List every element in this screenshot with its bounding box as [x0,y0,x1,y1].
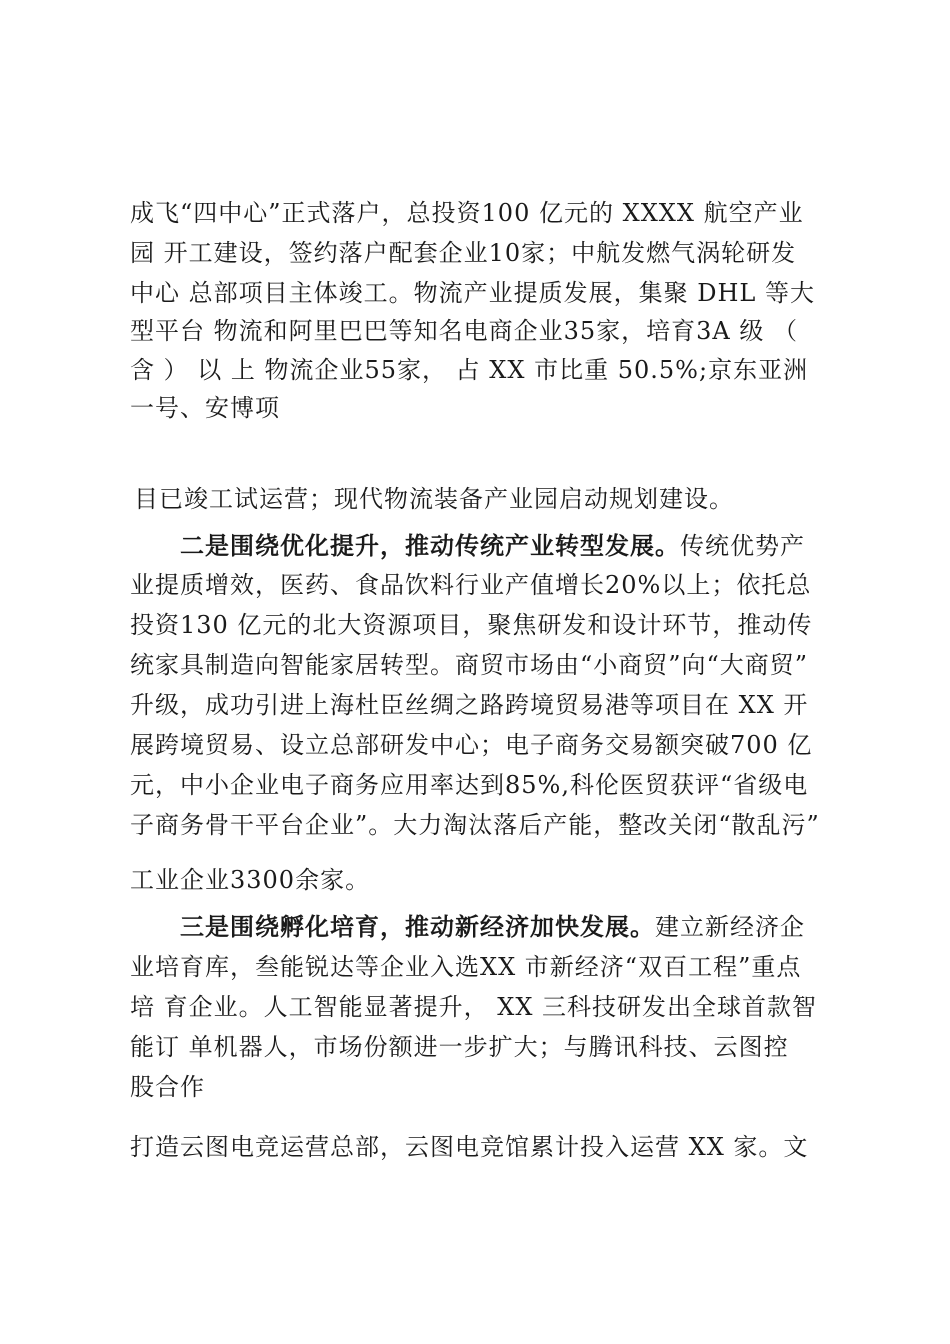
paragraph-line: 统家具制造向智能家居转型。商贸市场由“小商贸”向“大商贸” [130,651,809,679]
paragraph-continuation: 工业企业3300余家。 [130,866,371,894]
paragraph-line: 成飞“四中心”正式落户，总投资100 亿元的 XXXX 航空产业 [130,199,804,227]
paragraph-continuation: 目已竣工试运营；现代物流装备产业园启动规划建设。 [134,485,734,513]
paragraph-line: 业培育库，叁能锐达等企业入选XX 市新经济“双百工程”重点 [130,953,802,981]
paragraph-line: 型平台 物流和阿里巴巴等知名电商企业35家，培育3A 级 （ [130,317,799,345]
paragraph-line: 业提质增效，医药、食品饮料行业产值增长20%以上；依托总 [130,571,812,599]
section-heading: 二是围绕优化提升，推动传统产业转型发展。 [180,531,680,560]
paragraph-line: 中心 总部项目主体竣工。物流产业提质发展，集聚 DHL 等大 [130,279,815,307]
paragraph-line: 股合作 [130,1073,205,1101]
section-heading: 三是围绕孵化培育，推动新经济加快发展。 [180,912,655,941]
paragraph-line: 培 育企业。人工智能显著提升， XX 三科技研发出全球首款智 [130,993,818,1021]
paragraph-continuation: 打造云图电竞运营总部，云图电竞馆累计投入运营 XX 家。文 [130,1133,809,1161]
paragraph-first-line [180,912,805,942]
paragraph-line: 升级，成功引进上海杜臣丝绸之路跨境贸易港等项目在 XX 开 [130,691,809,719]
paragraph-text: 传统优势产 [680,532,805,560]
paragraph-first-line [180,531,805,561]
paragraph-line: 一号、安博项 [130,394,280,422]
paragraph-text: 建立新经济企 [655,913,805,941]
paragraph-line: 园 开工建设，签约落户配套企业10家；中航发燃气涡轮研发 [130,239,797,267]
paragraph-line: 投资130 亿元的北大资源项目，聚焦研发和设计环节，推动传 [130,611,813,639]
paragraph-line: 展跨境贸易、设立总部研发中心；电子商务交易额突破700 亿 [130,731,813,759]
paragraph-line: 能订 单机器人，市场份额进一步扩大；与腾讯科技、云图控 [130,1033,789,1061]
paragraph-line: 含 ） 以 上 物流企业55家， 占 XX 市比重 50.5%;京东亚洲 [130,356,809,384]
paragraph-line: 元，中小企业电子商务应用率达到85%,科伦医贸获评“省级电 [130,771,809,799]
paragraph-line: 子商务骨干平台企业”。大力淘汰落后产能，整改关闭“散乱污” [130,811,820,839]
